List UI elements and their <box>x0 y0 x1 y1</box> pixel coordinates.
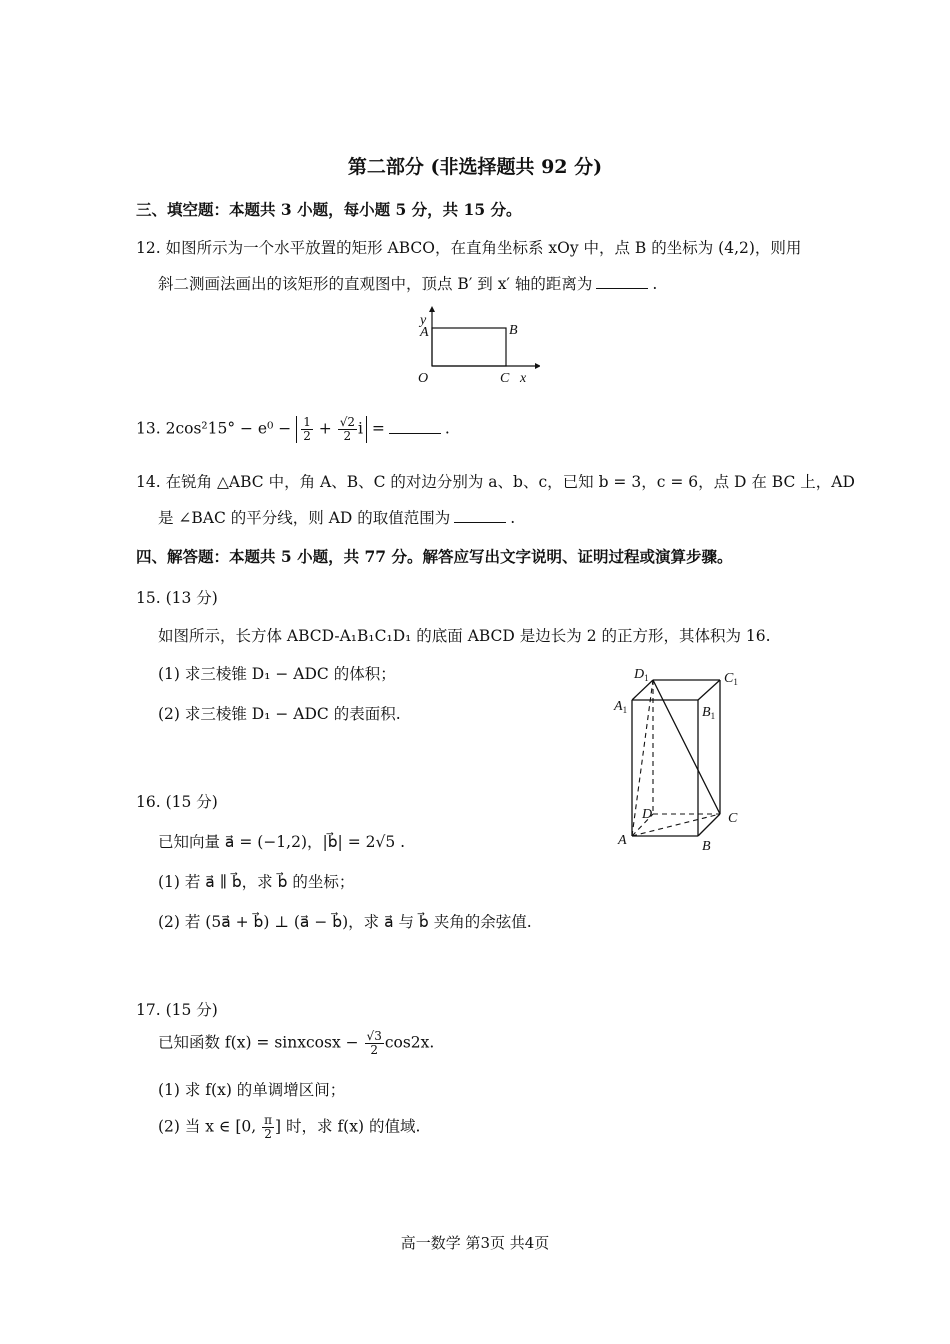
section-3-header: 三、填空题：本题共 3 小题，每小题 5 分，共 15 分。 <box>136 200 522 219</box>
answer-blank <box>454 508 506 523</box>
label-c: C <box>728 811 738 826</box>
label-a: A <box>618 833 627 848</box>
label-d1 <box>633 667 649 683</box>
q13-frac1-den: 2 <box>303 429 311 443</box>
label-b1-main: B <box>702 705 711 720</box>
q12-line1: 12. 如图所示为一个水平放置的矩形 ABCO，在直角坐标系 xOy 中，点 B 的坐标为 (4,2)，则用 <box>136 239 802 257</box>
q13-frac1 <box>301 416 313 443</box>
label-a: A <box>420 325 429 340</box>
q13-frac2-num: √2 <box>339 415 355 429</box>
label-c1 <box>724 671 738 687</box>
q17-frac <box>365 1030 384 1057</box>
q17-head: 17. (15 分) <box>136 1001 218 1019</box>
page-footer: 高一数学 第3页 共4页 <box>400 1234 550 1252</box>
x-axis-arrow-icon <box>535 363 540 369</box>
label-b: B <box>702 839 711 854</box>
q17-part2-frac-num: π <box>264 1113 273 1127</box>
q17-frac-num: √3 <box>366 1029 382 1043</box>
label-y: y <box>420 313 427 328</box>
y-axis-arrow-icon <box>429 306 435 312</box>
label-b1 <box>702 705 715 721</box>
section-4-header: 四、解答题：本题共 5 小题，共 77 分。解答应写出文字说明、证明过程或演算步骤。 <box>136 547 733 566</box>
q13-frac2-den: 2 <box>343 429 352 443</box>
cuboid-figure <box>610 660 750 860</box>
label-d1-sub: 1 <box>644 673 649 683</box>
label-b: B <box>509 323 518 338</box>
edge-b1c1 <box>698 680 720 700</box>
label-o: O <box>418 371 429 386</box>
label-c: C <box>500 371 510 386</box>
q13-eq: = <box>371 419 385 438</box>
page-title: 第二部分 (非选择题共 92 分) <box>347 156 603 178</box>
label-a1 <box>613 699 627 715</box>
q14-line2-text: 是 ∠BAC 的平分线，则 AD 的取值范围为 <box>158 509 451 527</box>
edge-bc <box>698 814 720 836</box>
label-x: x <box>520 371 527 386</box>
q15-stem: 如图所示，长方体 ABCD-A₁B₁C₁D₁ 的底面 ABCD 是边长为 2 的正方形，其体积为 16. <box>158 627 771 645</box>
q14-end: . <box>510 509 516 527</box>
rectangle-abco <box>432 328 506 366</box>
label-a1-main: A <box>614 699 623 714</box>
q17-part2-suffix: ] 时，求 f(x) 的值域. <box>275 1117 421 1136</box>
label-c1-main: C <box>724 671 734 686</box>
q17-part1: (1) 求 f(x) 的单调增区间； <box>158 1081 346 1099</box>
answer-blank <box>596 274 648 289</box>
q17-stem <box>158 1030 434 1057</box>
q13-frac1-num: 1 <box>303 415 311 429</box>
label-d: D <box>642 807 653 822</box>
q16-part1: (1) 若 a⃗ ∥ b⃗，求 b⃗ 的坐标； <box>158 873 355 891</box>
label-c1-sub: 1 <box>733 677 738 687</box>
answer-blank <box>389 419 441 434</box>
q17-stem-suffix: cos2x. <box>384 1033 435 1052</box>
q15-part1: (1) 求三棱锥 D₁ − ADC 的体积； <box>158 665 396 683</box>
q17-part2-frac-den: 2 <box>264 1127 272 1141</box>
q12-end: . <box>652 275 658 293</box>
q15-head: 15. (13 分) <box>136 589 218 607</box>
q13-frac2 <box>338 416 357 443</box>
q13-prefix: 13. 2cos²15° − e⁰ − <box>136 419 292 438</box>
edge-a1d1 <box>632 680 653 700</box>
q16-part2: (2) 若 (5a⃗ + b⃗) ⊥ (a⃗ − b⃗)，求 a⃗ 与 b⃗ 夹角的余弦值. <box>158 913 532 931</box>
q12-line2-text: 斜二测画法画出的该矩形的直观图中，顶点 B′ 到 x′ 轴的距离为 <box>158 275 593 293</box>
q13-plus: + <box>318 419 332 438</box>
q16-stem: 已知向量 a⃗ = (−1,2)，|b⃗| = 2√5 . <box>158 833 406 851</box>
q17-part2 <box>158 1114 420 1141</box>
q16-head: 16. (15 分) <box>136 793 218 811</box>
q13-abs-value <box>296 416 367 443</box>
q12-line2 <box>158 272 657 294</box>
q15-part2: (2) 求三棱锥 D₁ − ADC 的表面积. <box>158 705 401 723</box>
q17-stem-prefix: 已知函数 f(x) = sinxcosx − <box>158 1033 359 1052</box>
q13-end: . <box>444 419 450 438</box>
q13-i: i <box>357 419 363 438</box>
rectangle-figure <box>410 306 540 388</box>
q17-part2-prefix: (2) 当 x ∈ [0, <box>158 1117 257 1136</box>
q17-part2-frac <box>262 1114 274 1141</box>
q17-frac-den: 2 <box>370 1043 378 1057</box>
q14-line2 <box>158 506 515 528</box>
q14-line1: 14. 在锐角 △ABC 中，角 A、B、C 的对边分别为 a、b、c，已知 b = 3，c = 6，点 D 在 BC 上，AD <box>136 473 855 491</box>
label-b1-sub: 1 <box>710 711 716 721</box>
q13-line <box>136 416 450 443</box>
label-a1-sub: 1 <box>622 705 628 715</box>
label-d1-main: D <box>634 667 645 682</box>
